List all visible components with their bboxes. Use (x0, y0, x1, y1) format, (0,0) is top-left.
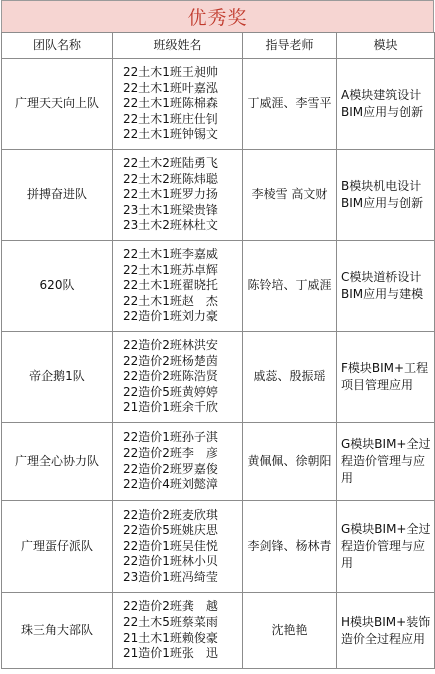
award-table (1, 32, 435, 669)
member: 22造价1班刘力豪 (123, 309, 218, 324)
module: G模块BIM+全过程造价管理与应用 (337, 501, 435, 593)
member: 22土木1班陈棉森 (123, 96, 218, 111)
award-title: 优秀奖 (187, 7, 248, 29)
member: 22造价5班姚庆思 (123, 523, 218, 538)
table-row (2, 423, 435, 501)
table-row (2, 332, 435, 423)
module: F模块BIM+工程项目管理应用 (337, 332, 435, 423)
member-list (113, 423, 243, 501)
member: 22土木1班李嘉威 (123, 247, 218, 262)
member-list (113, 332, 243, 423)
member: 22造价1班吴佳悦 (123, 538, 218, 553)
header-module: 模块 (337, 33, 435, 59)
title-row (1, 0, 434, 32)
member: 22土木5班蔡菜雨 (123, 614, 218, 629)
member-list (113, 59, 243, 150)
team-name: 620队 (2, 241, 113, 332)
header-advisor: 指导老师 (243, 33, 337, 59)
table-row (2, 59, 435, 150)
advisors: 戚蕊、殷振瑶 (243, 332, 337, 423)
member: 22土木1班钟锡文 (123, 127, 218, 142)
member: 22土木2班陆勇飞 (123, 156, 218, 171)
advisors: 沈艳艳 (243, 593, 337, 669)
member: 23造价1班冯绮莹 (123, 569, 218, 584)
member: 22造价2班陈浩贤 (123, 369, 218, 384)
member: 22土木1班叶嘉泓 (123, 80, 218, 95)
member-list (113, 150, 243, 241)
member: 22土木1班赵 杰 (123, 293, 218, 308)
member: 22土木1班罗力扬 (123, 187, 218, 202)
member: 21造价1班张 迅 (123, 646, 218, 661)
team-name: 广理蛋仔派队 (2, 501, 113, 593)
member-list (113, 593, 243, 669)
team-name: 珠三角大部队 (2, 593, 113, 669)
member: 22土木1班王昶帅 (123, 65, 218, 80)
team-name: 帝企鹅1队 (2, 332, 113, 423)
module: A模块建筑设计BIM应用与创新 (337, 59, 435, 150)
header-team-name: 团队名称 (2, 33, 113, 59)
member: 22造价2班罗嘉俊 (123, 461, 218, 476)
advisors: 陈铃培、丁威涯 (243, 241, 337, 332)
award-sheet (1, 0, 434, 669)
advisors: 李棱雪 高文财 (243, 150, 337, 241)
member: 22造价2班麦欣琪 (123, 507, 218, 522)
member-list (113, 241, 243, 332)
team-name: 广理天天向上队 (2, 59, 113, 150)
member: 22造价1班孙子淇 (123, 430, 218, 445)
advisors: 黄佩佩、徐朝阳 (243, 423, 337, 501)
member: 22造价2班杨楚茵 (123, 353, 218, 368)
header-row (2, 33, 435, 59)
module: G模块BIM+全过程造价管理与应用 (337, 423, 435, 501)
header-class-name: 班级姓名 (113, 33, 243, 59)
module: B模块机电设计BIM应用与创新 (337, 150, 435, 241)
member-list (113, 501, 243, 593)
advisors: 李剑锋、杨林青 (243, 501, 337, 593)
table-row (2, 150, 435, 241)
module: C模块道桥设计BIM应用与建模 (337, 241, 435, 332)
member: 22造价1班林小贝 (123, 554, 218, 569)
module: H模块BIM+装饰造价全过程应用 (337, 593, 435, 669)
member: 22造价5班黄婷婷 (123, 384, 218, 399)
member: 21造价1班余千欣 (123, 400, 218, 415)
member: 22土木2班陈炜聪 (123, 171, 218, 186)
table-row (2, 593, 435, 669)
advisors: 丁威涯、李雪平 (243, 59, 337, 150)
member: 22造价2班林洪安 (123, 338, 218, 353)
table-row (2, 501, 435, 593)
team-name: 广理全心协力队 (2, 423, 113, 501)
member: 22土木1班庄仕钊 (123, 111, 218, 126)
member: 22土木1班苏卓辉 (123, 262, 218, 277)
member: 22土木1班翟晓托 (123, 278, 218, 293)
member: 23土木1班梁贵锋 (123, 202, 218, 217)
table-row (2, 241, 435, 332)
member: 22造价2班李 彦 (123, 445, 218, 460)
member: 22造价4班刘懿漳 (123, 477, 218, 492)
member: 23土木2班林杜文 (123, 218, 218, 233)
member: 22造价2班龚 越 (123, 599, 218, 614)
team-name: 拼搏奋进队 (2, 150, 113, 241)
member: 21土木1班赖俊豪 (123, 630, 218, 645)
